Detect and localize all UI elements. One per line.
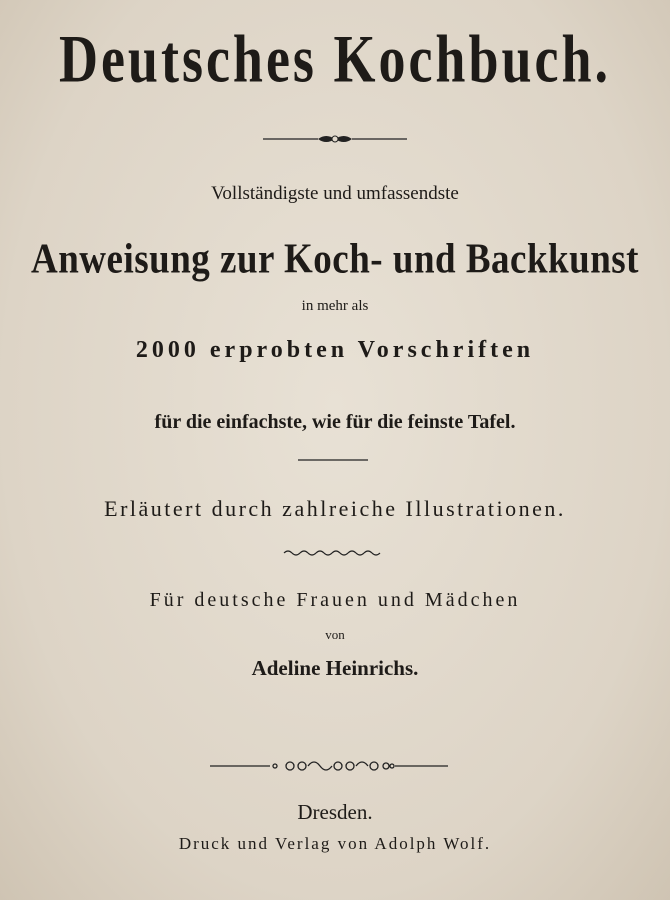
ornament-divider-top <box>0 132 670 146</box>
subtitle-main: Anweisung zur Koch- und Backkunst <box>31 235 639 284</box>
by-line: von <box>325 627 345 642</box>
table-line: für die einfachste, wie für die feinste Tafel. <box>154 411 516 433</box>
recipe-count-line: 2000 erprobten Vorschriften <box>135 337 535 363</box>
audience-line: Für deutsche Frauen und Mädchen <box>149 589 521 611</box>
ornament-divider-bottom <box>0 758 670 774</box>
publisher-line: Druck und Verlag von Adolph Wolf. <box>178 834 492 853</box>
subtitle-small: in mehr als <box>301 298 369 314</box>
wave-divider <box>0 548 670 558</box>
illustrations-line: Erläutert durch zahlreiche Illustrationen. <box>104 496 566 521</box>
book-title: Deutsches Kochbuch. <box>58 21 612 97</box>
subtitle-line: Vollständigste und umfassendste <box>211 183 459 204</box>
author-name: Adeline Heinrichs. <box>251 656 419 680</box>
publication-city: Dresden. <box>297 800 373 824</box>
rule-divider <box>0 458 670 462</box>
